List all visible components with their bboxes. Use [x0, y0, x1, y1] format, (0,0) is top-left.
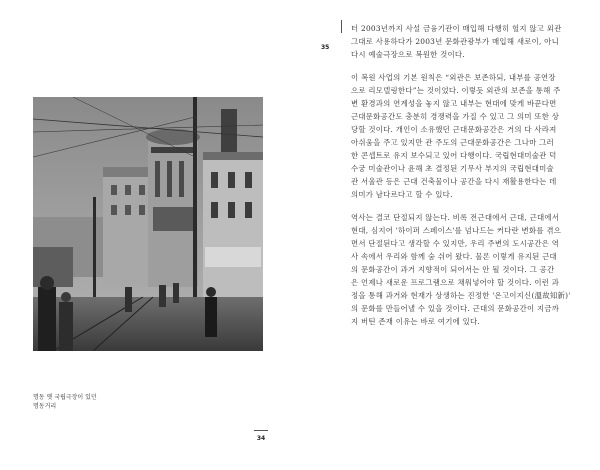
page-number-rule — [254, 430, 268, 431]
text-line: 아쉬움을 주고 있지만 관 주도의 근대문화공간은 그나마 그러 — [351, 138, 554, 147]
text-line: 근대문화공간도 충분히 경쟁력을 가질 수 있고 그 의미 또한 상 — [351, 112, 560, 121]
text-line: 의미가 남다르다고 할 수 있다. — [351, 190, 453, 199]
text-line: 으로 리모델링한다”는 것이었다. 이렇듯 외관의 보존을 통해 주 — [351, 86, 561, 95]
text-line: 수궁 미술관이나 윤해 초 결정된 기무사 부지의 국립현대미술 — [351, 164, 554, 173]
paragraph — [351, 22, 583, 61]
photo-caption — [33, 393, 153, 411]
text-line: 다시 예술극장으로 복원한 것이다. — [351, 50, 465, 59]
text-line: 지 버틴 존재 이유는 바로 여기에 있다. — [351, 317, 481, 326]
text-line: 사 속에서 우리와 함께 숨 쉬어 왔다. 물론 이렇게 유지된 근대 — [351, 252, 557, 261]
street-photo-image — [33, 97, 263, 351]
text-line: 의 문화공간이 과거 지향적이 되어서는 안 될 것이다. 그 공간 — [351, 265, 555, 274]
caption-line: 명동 옛 국립극장이 있던 — [33, 394, 97, 401]
paragraph — [351, 211, 583, 328]
text-line: 그대로 사용하다가 2003년 문화관광부가 매입해 새로이, 아니 — [351, 37, 559, 46]
text-line: 면서 단절된다고 생각할 수 있지만, 우리 주변의 도시공간은 역 — [351, 239, 560, 248]
text-line: 정을 통해 과거와 현재가 상생하는 진정한 '온고이지신(溫故知新)' — [351, 291, 571, 300]
body-text — [351, 22, 583, 338]
text-line: 이 복원 사업의 기본 원칙은 “외관은 보존하되, 내부를 공연장 — [351, 73, 556, 82]
paragraph — [351, 71, 583, 201]
text-line: 역사는 결코 단절되지 않는다. 비록 전근대에서 근대, 근대에서 — [351, 213, 560, 222]
text-line: 현대, 심지어 '하이퍼 스페이스'를 넘나드는 커다란 변화를 겪으 — [351, 226, 562, 235]
text-line: 터 2003년까지 사설 금융기관이 매입해 다행히 헐지 않고 외관 — [351, 24, 562, 33]
page-number-left: 34 — [256, 435, 266, 442]
text-line: 한 콘셉트로 유지 보수되고 있어 다행이다. 국립현대미술관 덕 — [351, 151, 557, 160]
text-line: 당할 것이다. 개인이 소유했던 근대문화공간은 거의 다 사라져 — [351, 125, 557, 134]
text-line: 변 환경과의 연계성을 놓지 않고 내부는 현대에 맞게 바꾼다면 — [351, 99, 557, 108]
page-number-rule — [341, 20, 342, 33]
text-line: 은 언제나 새로운 프로그램으로 채워넣어야 할 것이다. 이런 과 — [351, 278, 560, 287]
page-number-right: 35 — [321, 44, 330, 51]
caption-line: 명동거리 — [33, 403, 57, 410]
historic-street-photo — [33, 97, 263, 351]
text-line: 관 서울관 등은 근대 건축물이나 공간을 다시 재활용한다는 데 — [351, 177, 557, 186]
text-line: 의 문화를 만들어낼 수 있을 것이다. 근대의 문화공간이 지금까 — [351, 304, 560, 313]
